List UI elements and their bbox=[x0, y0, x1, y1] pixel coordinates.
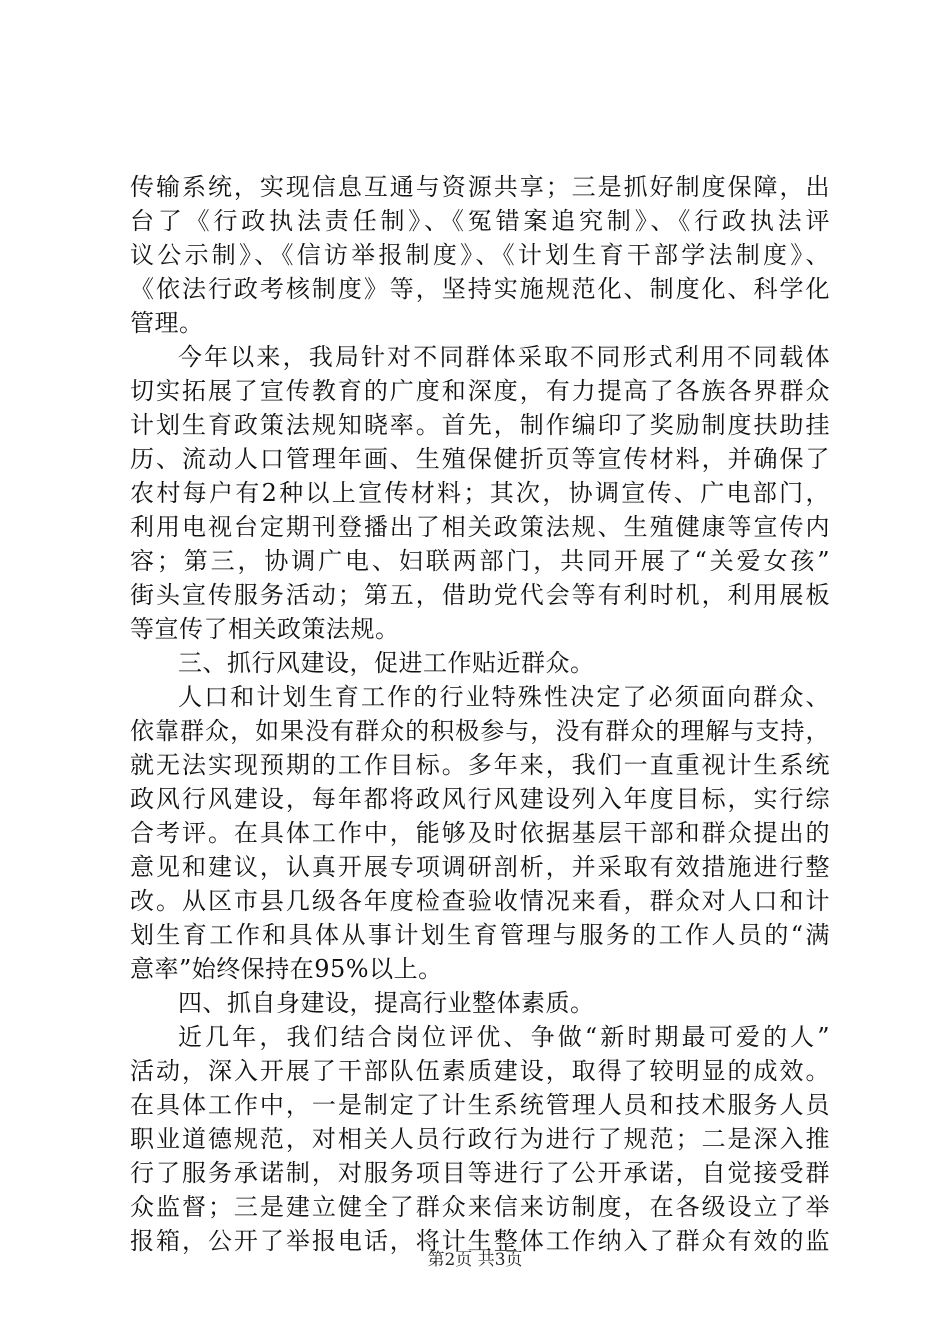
section-heading: 四、抓自身建设，提高行业整体素质。 bbox=[178, 989, 595, 1017]
text-line: 容；第三，协调广电、妇联两部门，共同开展了“关爱女孩” bbox=[130, 547, 830, 575]
text-line: 行了服务承诺制，对服务项目等进行了公开承诺，自觉接受群 bbox=[130, 1159, 830, 1187]
text-line: 在具体工作中，一是制定了计生系统管理人员和技术服务人员 bbox=[130, 1091, 830, 1119]
text-line: 街头宣传服务活动；第五，借助党代会等有利时机，利用展板 bbox=[130, 581, 830, 609]
text-line: 管理。 bbox=[130, 309, 204, 337]
text-line: 活动，深入开展了干部队伍素质建设，取得了较明显的成效。 bbox=[130, 1057, 830, 1085]
text-line: 就无法实现预期的工作目标。多年来，我们一直重视计生系统 bbox=[130, 751, 830, 779]
section-heading: 三、抓行风建设，促进工作贴近群众。 bbox=[178, 649, 595, 677]
text-line: 计划生育政策法规知晓率。首先，制作编印了奖励制度扶助挂 bbox=[130, 411, 830, 439]
text-line: 台了《行政执法责任制》、《冤错案追究制》、《行政执法评 bbox=[130, 207, 830, 235]
paragraph-first-line: 今年以来，我局针对不同群体采取不同形式利用不同载体 bbox=[178, 343, 830, 371]
page-number-footer: 第2页 共3页 bbox=[427, 1250, 523, 1270]
text-line: 划生育工作和具体从事计划生育管理与服务的工作人员的“满 bbox=[130, 921, 830, 949]
text-line: 农村每户有2种以上宣传材料；其次，协调宣传、广电部门， bbox=[130, 479, 830, 507]
text-line: 意率”始终保持在95%以上。 bbox=[130, 955, 443, 983]
text-line: 意见和建议，认真开展专项调研剖析，并采取有效措施进行整 bbox=[130, 853, 830, 881]
paragraph-first-line: 近几年，我们结合岗位评优、争做“新时期最可爱的人” bbox=[178, 1023, 830, 1051]
text-line: 切实拓展了宣传教育的广度和深度，有力提高了各族各界群众 bbox=[130, 377, 830, 405]
text-line: 改。从区市县几级各年度检查验收情况来看，群众对人口和计 bbox=[130, 887, 830, 915]
paragraph-first-line: 人口和计划生育工作的行业特殊性决定了必须面向群众、 bbox=[178, 683, 830, 711]
text-line: 合考评。在具体工作中，能够及时依据基层干部和群众提出的 bbox=[130, 819, 830, 847]
text-line: 报箱，公开了举报电话，将计生整体工作纳入了群众有效的监 bbox=[130, 1227, 830, 1255]
text-line: 依靠群众，如果没有群众的积极参与，没有群众的理解与支持， bbox=[130, 717, 830, 745]
text-line: 众监督；三是建立健全了群众来信来访制度，在各级设立了举 bbox=[130, 1193, 830, 1221]
text-line: 等宣传了相关政策法规。 bbox=[130, 615, 400, 643]
text-line: 政风行风建设，每年都将政风行风建设列入年度目标，实行综 bbox=[130, 785, 830, 813]
text-line: 传输系统，实现信息互通与资源共享；三是抓好制度保障，出 bbox=[130, 173, 830, 201]
text-line: 职业道德规范，对相关人员行政行为进行了规范；二是深入推 bbox=[130, 1125, 830, 1153]
text-line: 《依法行政考核制度》等，坚持实施规范化、制度化、科学化 bbox=[130, 275, 830, 303]
text-line: 历、流动人口管理年画、生殖保健折页等宣传材料，并确保了 bbox=[130, 445, 830, 473]
text-line: 议公示制》、《信访举报制度》、《计划生育干部学法制度》、 bbox=[130, 241, 830, 269]
text-line: 利用电视台定期刊登播出了相关政策法规、生殖健康等宣传内 bbox=[130, 513, 830, 541]
document-body bbox=[130, 170, 830, 1258]
